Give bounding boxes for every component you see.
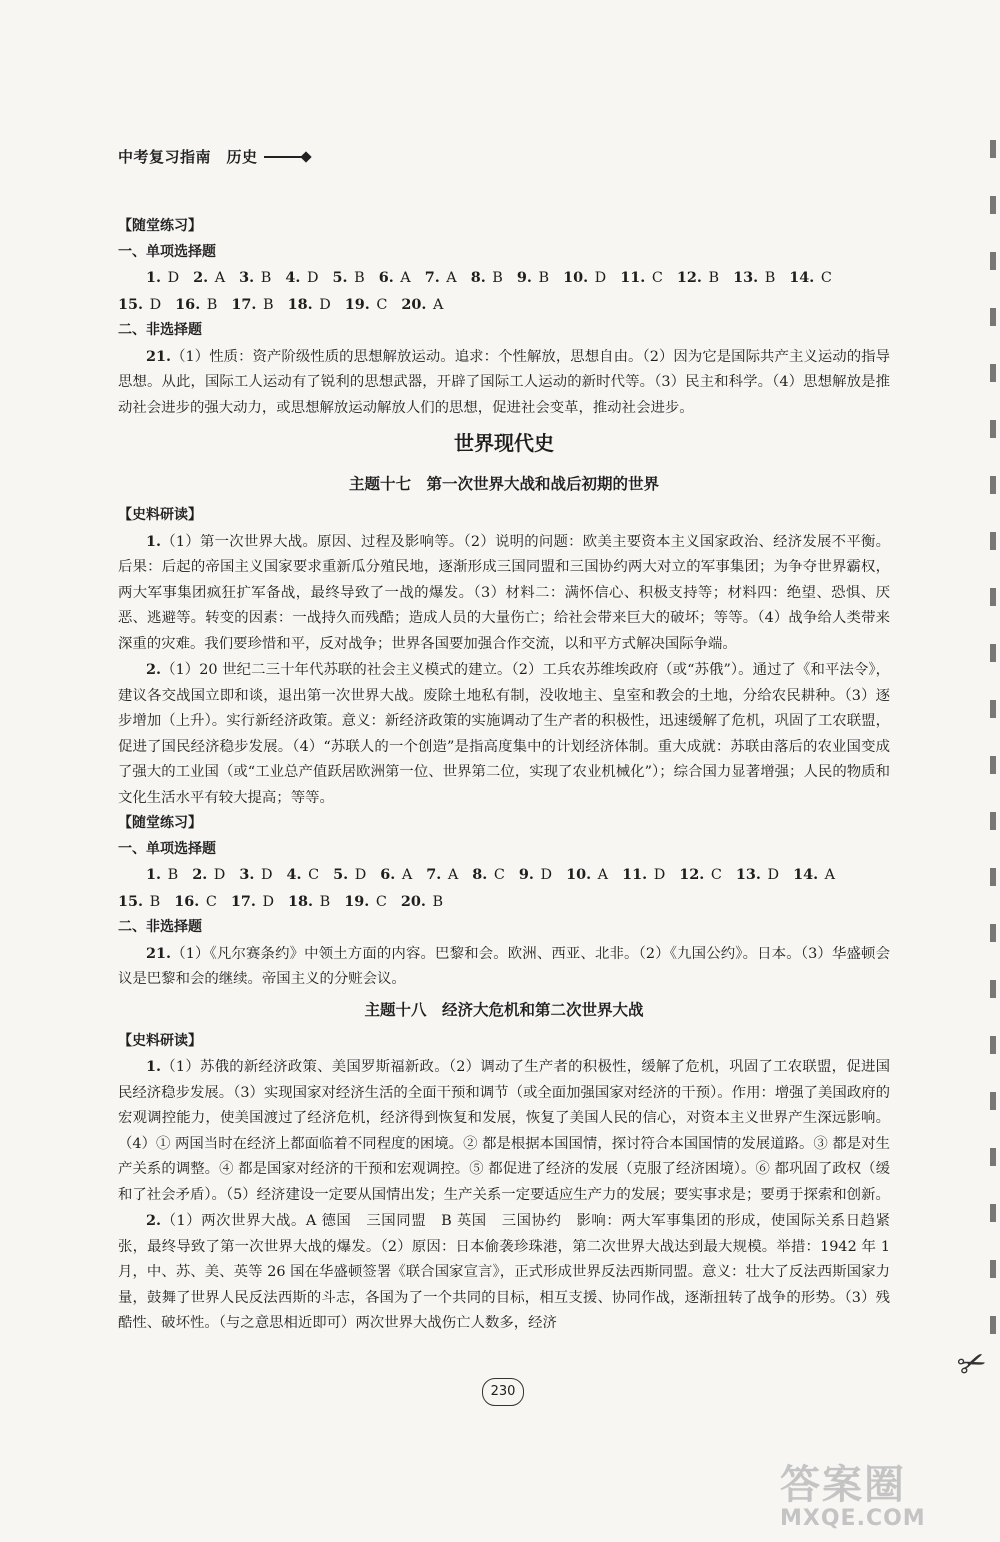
answer-letter: B — [485, 270, 503, 286]
reading-heading: 【史料研读】 — [118, 507, 202, 523]
answer-letter: A — [393, 270, 411, 286]
answer-paragraph — [118, 1054, 890, 1208]
answer-letter: D — [143, 296, 162, 313]
answer-letter: C — [369, 893, 387, 910]
answer-item — [345, 297, 388, 313]
answer-letter: B — [256, 296, 274, 313]
answer-letter: A — [818, 867, 836, 883]
answer-number: 9. — [518, 866, 534, 883]
answer-letter: C — [814, 270, 832, 286]
answer-number: 15. — [118, 892, 144, 910]
answer-letter: D — [647, 867, 666, 883]
answer-number: 17. — [231, 295, 257, 313]
question-number: 1. — [146, 532, 162, 550]
answer-row — [118, 889, 890, 916]
answer-text: （1）两次世界大战。A 德国 三国同盟 B 英国 三国协约 影响：两大军事集团的形成，使国际关系日趋紧张，最终导致了第一次世界大战的爆发。（2）原因：日本偷袭珍珠港，第二次世界大战达到最大规模。举措：1942 年 1 月，中、苏、美、英等 26 国在华盛顿签署《联合国家宣言》，正式形成世界反法西斯同盟。意义：壮大了反法西斯国家力量，鼓舞了世界人民反法西斯的斗志，各国为了一个共同的目标，相互支援、协同作战，逐渐扭转了战争的形势。（3）残酷性、破坏性。（与之意思相近即可）两次世界大战伤亡人数多，经济 — [118, 1213, 890, 1331]
single-choice-heading: 一、单项选择题 — [118, 243, 216, 260]
answer-number: 2. — [192, 866, 208, 883]
answer-paragraph — [118, 657, 890, 811]
answer-number: 4. — [286, 866, 302, 883]
answer-item — [379, 270, 411, 286]
page-header — [118, 146, 310, 167]
header-rule — [264, 156, 304, 158]
answer-item — [146, 270, 179, 286]
question-number: 21. — [146, 347, 172, 365]
answer-text: （1）《凡尔赛条约》中领土方面的内容。巴黎和会。欧洲、西亚、北非。（2）《九国公约》。日本。（3）华盛顿会议是巴黎和会的继续。帝国主义的分赃会议。 — [118, 945, 890, 987]
answer-letter: B — [347, 270, 365, 286]
non-choice-heading: 二、非选择题 — [118, 919, 202, 935]
answer-item — [472, 867, 505, 883]
answer-item — [566, 867, 608, 883]
answer-number: 1. — [146, 866, 162, 883]
answer-item — [231, 297, 273, 313]
answer-number: 12. — [676, 269, 702, 286]
answer-item — [563, 270, 606, 286]
answer-letter: C — [369, 296, 388, 313]
answer-item — [380, 867, 412, 883]
answer-number: 6. — [380, 866, 396, 883]
answer-number: 14. — [793, 866, 819, 883]
answer-item — [677, 270, 719, 286]
answer-paragraph — [118, 941, 890, 993]
answer-item — [736, 867, 779, 883]
answer-letter: D — [300, 270, 319, 286]
answer-letter: B — [531, 270, 550, 286]
answer-item — [517, 270, 549, 286]
answer-number: 1. — [146, 269, 162, 286]
answer-number: 5. — [333, 866, 349, 883]
answer-letter: C — [487, 867, 505, 883]
answer-number: 16. — [175, 295, 201, 313]
answer-letter: B — [313, 893, 331, 910]
answer-item — [401, 297, 443, 313]
answer-item — [287, 867, 320, 883]
page-number: 230 — [482, 1378, 524, 1406]
answer-item — [192, 867, 225, 883]
answer-item — [333, 270, 365, 286]
answer-item — [679, 867, 722, 883]
answer-item — [793, 867, 835, 883]
answer-number: 17. — [230, 892, 256, 910]
answer-item — [174, 894, 217, 910]
single-choice-heading: 一、单项选择题 — [118, 840, 216, 857]
answer-letter: C — [199, 893, 217, 910]
answer-item — [146, 867, 178, 883]
question-number: 2. — [146, 1212, 162, 1229]
answer-number: 13. — [735, 866, 761, 883]
answer-letter: A — [426, 296, 444, 313]
answer-letter: D — [533, 867, 553, 883]
answer-number: 4. — [285, 269, 301, 286]
answer-number: 7. — [426, 866, 442, 883]
answer-number: 19. — [344, 892, 370, 910]
answer-item — [118, 297, 161, 313]
answer-number: 8. — [470, 269, 486, 286]
answer-grid-topic17 — [118, 862, 890, 915]
answer-item — [118, 894, 160, 910]
answer-letter: A — [441, 867, 459, 883]
answer-number: 7. — [424, 269, 440, 286]
watermark-text: 答案圈 — [780, 1462, 906, 1508]
answer-number: 9. — [516, 269, 532, 286]
question-number: 2. — [146, 661, 162, 678]
answer-number: 5. — [332, 269, 348, 286]
answer-row — [118, 292, 890, 319]
question-number: 1. — [146, 1058, 162, 1075]
answer-item — [285, 270, 318, 286]
answer-letter: B — [200, 296, 218, 313]
answer-number: 16. — [174, 892, 200, 910]
answer-paragraph — [118, 529, 890, 658]
question-number: 21. — [146, 944, 172, 962]
answer-item — [344, 894, 387, 910]
answer-number: 12. — [679, 866, 705, 883]
answer-letter: B — [161, 867, 179, 883]
watermark-url: MXQE.COM — [780, 1506, 926, 1531]
answer-number: 2. — [193, 269, 209, 286]
answer-text: （1）第一次世界大战。原因、过程及影响等。（2）说明的问题：欧美主要资本主义国家政治、经济发展不平衡。后果：后起的帝国主义国家要求重新瓜分殖民地，逐渐形成三国同盟和三国协约两大对立的军事集团；为争夺世界霸权，两大军事集团疯狂扩军备战，最终导致了一战的爆发。（3）材料二：满怀信心、积极支持等；材料四：绝望、恐惧、厌恶、逃避等。转变的因素：一战持久而残酷；造成人员的大量伤亡；给社会带来巨大的破坏；等等。（4）战争给人类带来深重的灾难。我们要珍惜和平，反对战争；世界各国要加强合作交流，以和平方式解决国际争端。 — [118, 533, 890, 652]
answer-letter: D — [161, 270, 180, 286]
answer-number: 3. — [239, 269, 255, 286]
answer-item — [175, 297, 217, 313]
answer-number: 14. — [789, 269, 815, 286]
answer-letter: D — [255, 893, 275, 910]
topic-title: 主题十七 第一次世界大战和战后初期的世界 — [348, 475, 659, 493]
non-choice-heading: 二、非选择题 — [118, 322, 202, 338]
answer-row — [146, 862, 890, 889]
answer-number: 15. — [118, 295, 144, 313]
answer-letter: A — [208, 270, 226, 286]
answer-text: （1）20 世纪二三十年代苏联的社会主义模式的建立。（2）工兵农苏维埃政府（或“苏俄”）。通过了《和平法令》，建议各交战国立即和谈，退出第一次世界大战。废除土地私有制，没收地主、皇室和教会的土地，分给农民耕种。（3）逐步增加（上升）。实行新经济政策。意义：新经济政策的实施调动了生产者的积极性，迅速缓解了危机，巩固了工农联盟，促进了国民经济稳步发展。（4）“苏联人的一个创造”是指高度集中的计划经济体制。重大成就：苏联由落后的农业国变成了强大的工业国（或“工业总产值跃居欧洲第一位、世界第二位，实现了农业机械化”）；综合国力显著增强；人民的物质和文化生活水平有较大提高；等等。 — [118, 662, 890, 806]
scissors-icon: ✂ — [952, 1340, 993, 1388]
practice-heading: 【随堂练习】 — [118, 218, 202, 234]
answer-number: 10. — [566, 866, 592, 883]
watermark-logo — [780, 1462, 990, 1534]
answer-text: （1）苏俄的新经济政策、美国罗斯福新政。（2）调动了生产者的积极性，缓解了危机，巩固了工农联盟，促进国民经济稳步发展。（3）实现国家对经济生活的全面干预和调节（或全面加强国家对经济的干预）。作用：增强了美国政府的宏观调控能力，使美国渡过了经济危机，经济得到恢复和发展，恢复了美国人民的信心，对资本主义世界产生深远影响。（4）① 两国当时在经济上都面临着不同程度的困境。② 都是根据本国国情，探讨符合本国国情的发展道路。③ 都是对生产关系的调整。④ 都是国家对经济的干预和宏观调控。⑤ 都促进了经济的发展（克服了经济困境）。⑥ 都巩固了政权（缓和了社会矛盾）。（5）经济建设一定要从国情出发；生产关系一定要适应生产力的发展；要实事求是；要勇于探索和创新。 — [118, 1059, 890, 1203]
answer-row — [146, 265, 890, 292]
diamond-icon — [300, 151, 311, 162]
answer-number: 11. — [620, 269, 646, 286]
answer-letter: D — [312, 296, 331, 313]
answer-number: 10. — [563, 269, 589, 286]
answer-number: 19. — [344, 295, 370, 313]
answer-item — [622, 867, 665, 883]
book-title: 中考复习指南 历史 — [118, 148, 258, 166]
answer-grid-part1 — [118, 265, 890, 318]
answer-item — [239, 867, 272, 883]
answer-letter: B — [425, 893, 444, 910]
answer-item — [426, 867, 458, 883]
answer-item — [193, 270, 225, 286]
answer-letter: D — [588, 270, 607, 286]
answer-letter: D — [760, 867, 780, 883]
answer-number: 20. — [400, 892, 426, 910]
answer-letter: D — [348, 867, 367, 883]
edge-cut-marks — [990, 140, 996, 1340]
answer-number: 11. — [622, 866, 648, 883]
section-title: 世界现代史 — [454, 431, 554, 455]
answer-number: 18. — [287, 295, 313, 313]
page-content — [118, 214, 890, 1337]
answer-letter: A — [439, 270, 457, 286]
answer-item — [288, 297, 331, 313]
answer-item — [401, 894, 443, 910]
answer-item — [425, 270, 457, 286]
answer-item — [620, 270, 663, 286]
practice-heading: 【随堂练习】 — [118, 815, 202, 831]
answer-letter: B — [758, 270, 776, 286]
answer-item — [519, 867, 552, 883]
answer-text: （1）性质：资产阶级性质的思想解放运动。追求：个性解放，思想自由。（2）因为它是国际共产主义运动的指导思想。从此，国际工人运动有了锐利的思想武器，开辟了国际工人运动的新时代等。（3）民主和科学。（4）思想解放是推动社会进步的强大动力，或思想解放运动解放人们的思想，促进社会变革，推动社会进步。 — [118, 348, 890, 416]
answer-letter: C — [301, 867, 320, 883]
answer-item — [231, 894, 274, 910]
answer-paragraph — [118, 344, 890, 422]
topic-title: 主题十八 经济大危机和第二次世界大战 — [364, 1000, 644, 1019]
answer-letter: B — [254, 270, 272, 286]
answer-paragraph — [118, 1208, 890, 1337]
answer-number: 20. — [401, 295, 427, 313]
answer-letter: A — [395, 867, 413, 883]
answer-item — [733, 270, 775, 286]
answer-number: 18. — [288, 892, 314, 910]
answer-number: 6. — [378, 269, 394, 286]
answer-letter: B — [701, 270, 720, 286]
reading-heading: 【史料研读】 — [118, 1032, 202, 1049]
answer-letter: C — [645, 270, 663, 286]
answer-item — [239, 270, 271, 286]
answer-number: 3. — [239, 866, 255, 883]
answer-letter: C — [704, 867, 722, 883]
answer-number: 8. — [472, 866, 488, 883]
answer-number: 13. — [733, 269, 759, 286]
answer-letter: D — [207, 867, 226, 883]
answer-letter: D — [254, 867, 273, 883]
answer-item — [288, 894, 330, 910]
answer-letter: A — [591, 867, 609, 883]
answer-item — [789, 270, 832, 286]
answer-item — [471, 270, 503, 286]
answer-letter: B — [143, 893, 161, 910]
answer-item — [333, 867, 366, 883]
